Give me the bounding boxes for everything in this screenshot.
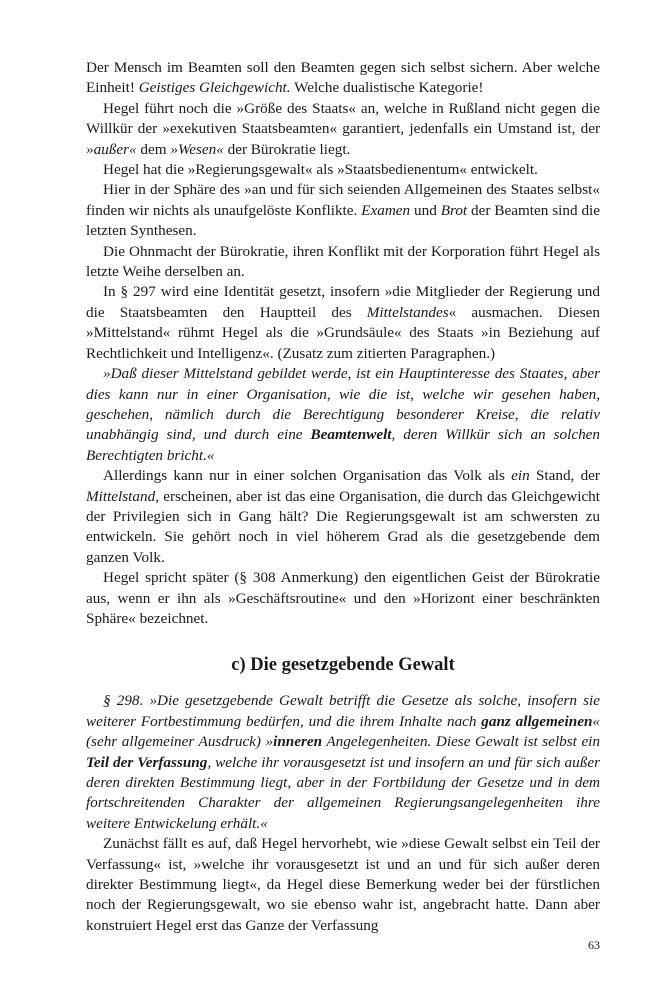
emphasis-italic: Mittelstand [86, 487, 156, 505]
text-run: , erscheinen, aber ist das eine Organisation, die durch das Gleichgewicht der Privilegien sich in Gang hält? Die Regierungsgewalt ist am schwersten zu entwickeln. Sie gehört noch in viel höherem Grad als die gesetzgebende dem ganzen Volk. [86, 487, 600, 566]
text-run: « (sehr allgemeiner Ausdruck) » [86, 712, 600, 751]
text-run: Zunächst fällt es auf, daß Hegel hervorhebt, wie »diese Gewalt selbst ein Teil der Verfassung« ist, »welche ihr vorausgesetzt ist und an und für sich außer deren direkter Bestimmung liegt«, da Hegel diese Bemerkung weder bei der fürstlichen noch der Regierungsgewalt, wo sie ebenso wahr ist, angebracht hatte. Dann aber konstruiert Hegel erst das Ganze der Verfassung [86, 835, 600, 934]
paragraph [86, 282, 600, 364]
paragraph [86, 466, 600, 568]
page-number: 63 [588, 938, 600, 952]
paragraph [86, 180, 600, 241]
emphasis-bold: Teil der Verfassung [86, 753, 208, 771]
page-body [86, 58, 600, 936]
paragraph [86, 160, 600, 180]
emphasis-italic: »außer« [86, 140, 137, 158]
text-run: Die Ohnmacht der Bürokratie, ihren Konflikt mit der Korporation führt Hegel als letzte Weihe derselben an. [86, 242, 600, 281]
text-run: dem [136, 140, 171, 158]
emphasis-italic: ein [511, 467, 530, 485]
text-run: « ausmachen. Diesen »Mittelstand« rühmt Hegel als die »Grundsäule« des Staats »in Beziehung auf Rechtlichkeit und Intelligenz«. (Zusatz zum zitierten Paragraphen.) [86, 303, 600, 362]
emphasis-bold: Beamtenwelt [310, 426, 392, 444]
text-run: In § 297 wird eine Identität gesetzt, insofern »die Mitglieder der Regierung und die Staatsbeamten den Hauptteil des [86, 283, 600, 321]
text-run: Der Mensch im Beamten soll den Beamten gegen sich selbst sichern. Aber welche Einheit! [86, 59, 600, 97]
emphasis-bold: inneren [273, 733, 323, 751]
section-heading: c) Die gesetzgebende Gewalt [231, 655, 455, 676]
text-run: Hegel spricht später (§ 308 Anmerkung) den eigentlichen Geist der Bürokratie aus, wenn er ihn als »Geschäftsroutine« und den »Horizont einer beschränkten Sphäre« bezeichnet. [86, 569, 600, 627]
emphasis-italic: Examen [361, 201, 411, 219]
emphasis-bold: ganz allgemeinen [481, 712, 593, 730]
paragraph [86, 99, 600, 160]
text-run: , welche ihr vorausgesetzt ist und insofern an und für sich außer deren direkten Bestimmung liegt, aber in der Fortbildung der Gesetze und in dem fortschreitenden Charakter der allgemeinen Regierungsangelegenheiten ihre weitere Entwickelung erhält.« [86, 753, 600, 832]
text-run: Welche dualistische Kategorie! [290, 79, 484, 97]
text-run: und [410, 201, 441, 219]
paragraph [86, 568, 600, 629]
text-block-after-heading [86, 691, 600, 936]
text-block-before-heading [86, 58, 600, 629]
text-run: Angelegenheiten. Diese Gewalt ist selbst ein [322, 733, 600, 751]
text-run: Stand, der [529, 467, 600, 485]
paragraph [86, 834, 600, 936]
text-run: § 298. »Die gesetzgebende Gewalt betrifft die Gesetze als solche, insofern sie weiterer Fortbestimmung bedürfen, und die ihrem Inhalte nach [86, 692, 600, 730]
paragraph [86, 58, 600, 99]
text-run: der Beamten sind die letzten Synthesen. [86, 201, 601, 240]
quote-paragraph [86, 364, 600, 466]
text-run: Hegel hat die »Regierungsgewalt« als »Staatsbedienentum« entwickelt. [103, 161, 538, 179]
text-run: der Bürokratie liegt. [223, 140, 351, 158]
emphasis-italic: Brot [440, 201, 468, 219]
emphasis-italic: Mittelstandes [366, 303, 449, 321]
quote-paragraph [86, 691, 600, 834]
emphasis-italic: Geistiges Gleichgewicht. [138, 79, 291, 97]
text-run: , deren Willkür sich an solchen Berechtigten bricht.« [86, 426, 601, 464]
text-run: Hier in der Sphäre des »an und für sich seienden Allgemeinen des Staates selbst« finden wir nichts als unaufgelöste Konflikte. [86, 181, 600, 219]
text-run: »Daß dieser Mittelstand gebildet werde, ist ein Hauptinteresse des Staates, aber dies kann nur in einer Organisation, wie die ist, welche wir gesehen haben, geschehen, nämlich durch die Berechtigung besonderer Kreise, die relativ unabhängig sind, und durch eine [86, 365, 600, 444]
text-run: Hegel führt noch die »Größe des Staats« an, welche in Rußland nicht gegen die Willkür der »exekutiven Staatsbeamten« garantiert, jedenfalls ein Umstand ist, der [86, 99, 600, 138]
emphasis-italic: »Wesen« [170, 140, 224, 158]
paragraph [86, 242, 600, 283]
text-run: Allerdings kann nur in einer solchen Organisation das Volk als [103, 467, 512, 485]
